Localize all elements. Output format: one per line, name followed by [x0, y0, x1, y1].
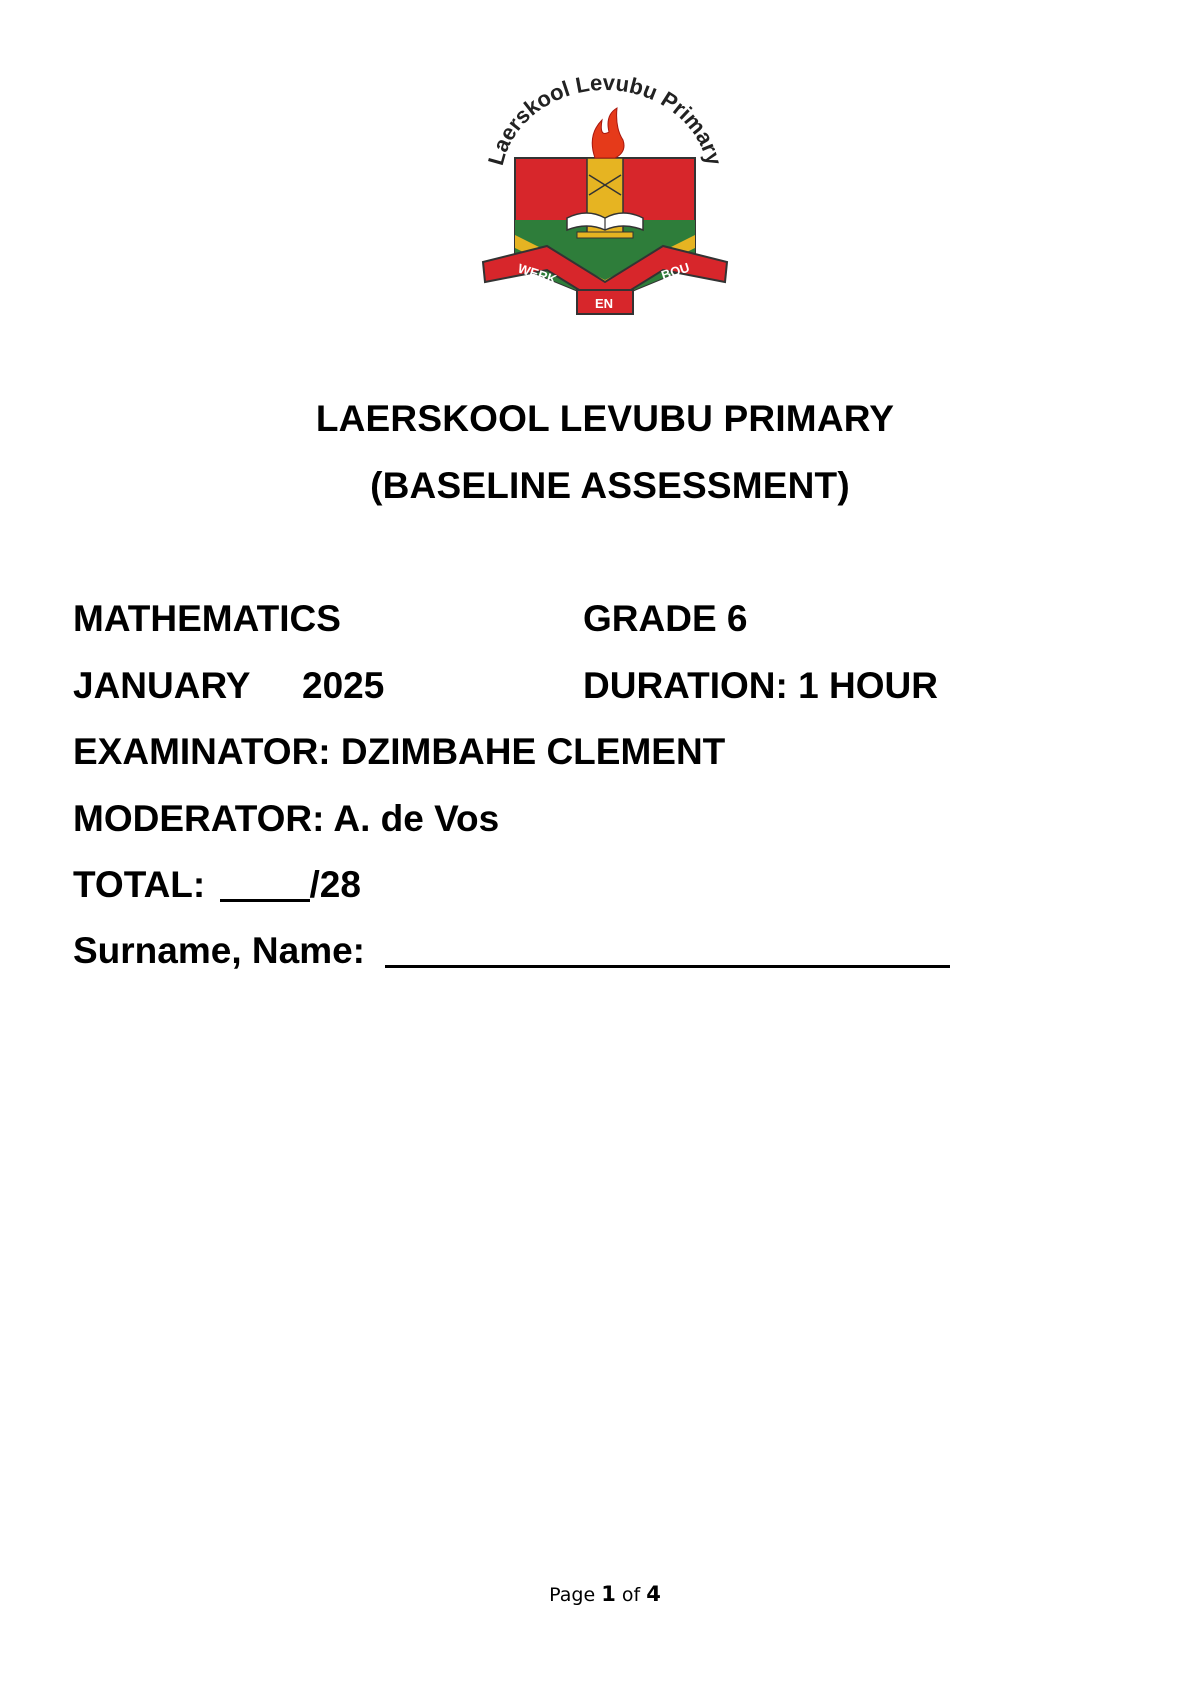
total-row — [73, 864, 361, 906]
assessment-title: (BASELINE ASSESSMENT) — [370, 465, 850, 506]
total-score-blank[interactable] — [220, 899, 310, 902]
month-label: JANUARY — [73, 665, 251, 706]
page-word: Page — [549, 1584, 596, 1606]
svg-text:WERK: WERK — [516, 260, 559, 288]
year-label: 2025 — [302, 665, 385, 706]
school-crest-logo — [477, 70, 733, 316]
examiner-label: EXAMINATOR: DZIMBAHE CLEMENT — [73, 731, 726, 772]
moderator-label: MODERATOR: A. de Vos — [73, 798, 500, 839]
name-row — [73, 930, 950, 972]
of-word: of — [621, 1584, 641, 1606]
total-page-number: 4 — [646, 1582, 661, 1606]
page-number-footer — [0, 1582, 1200, 1606]
total-label: TOTAL: — [73, 864, 206, 905]
total-max: /28 — [309, 864, 361, 905]
subject-label: MATHEMATICS — [73, 598, 341, 639]
name-label: Surname, Name: — [73, 930, 365, 971]
svg-text:Laerskool Levubu Primary: Laerskool Levubu Primary — [482, 70, 728, 168]
duration-label: DURATION: 1 HOUR — [583, 665, 938, 706]
current-page-number: 1 — [601, 1582, 616, 1606]
subject-row — [73, 598, 748, 640]
svg-text:BOU: BOU — [659, 259, 692, 283]
school-name-title: LAERSKOOL LEVUBU PRIMARY — [315, 398, 895, 439]
svg-text:EN: EN — [595, 296, 614, 311]
date-row — [73, 665, 938, 707]
grade-label: GRADE 6 — [583, 598, 748, 639]
name-blank[interactable] — [385, 965, 950, 968]
